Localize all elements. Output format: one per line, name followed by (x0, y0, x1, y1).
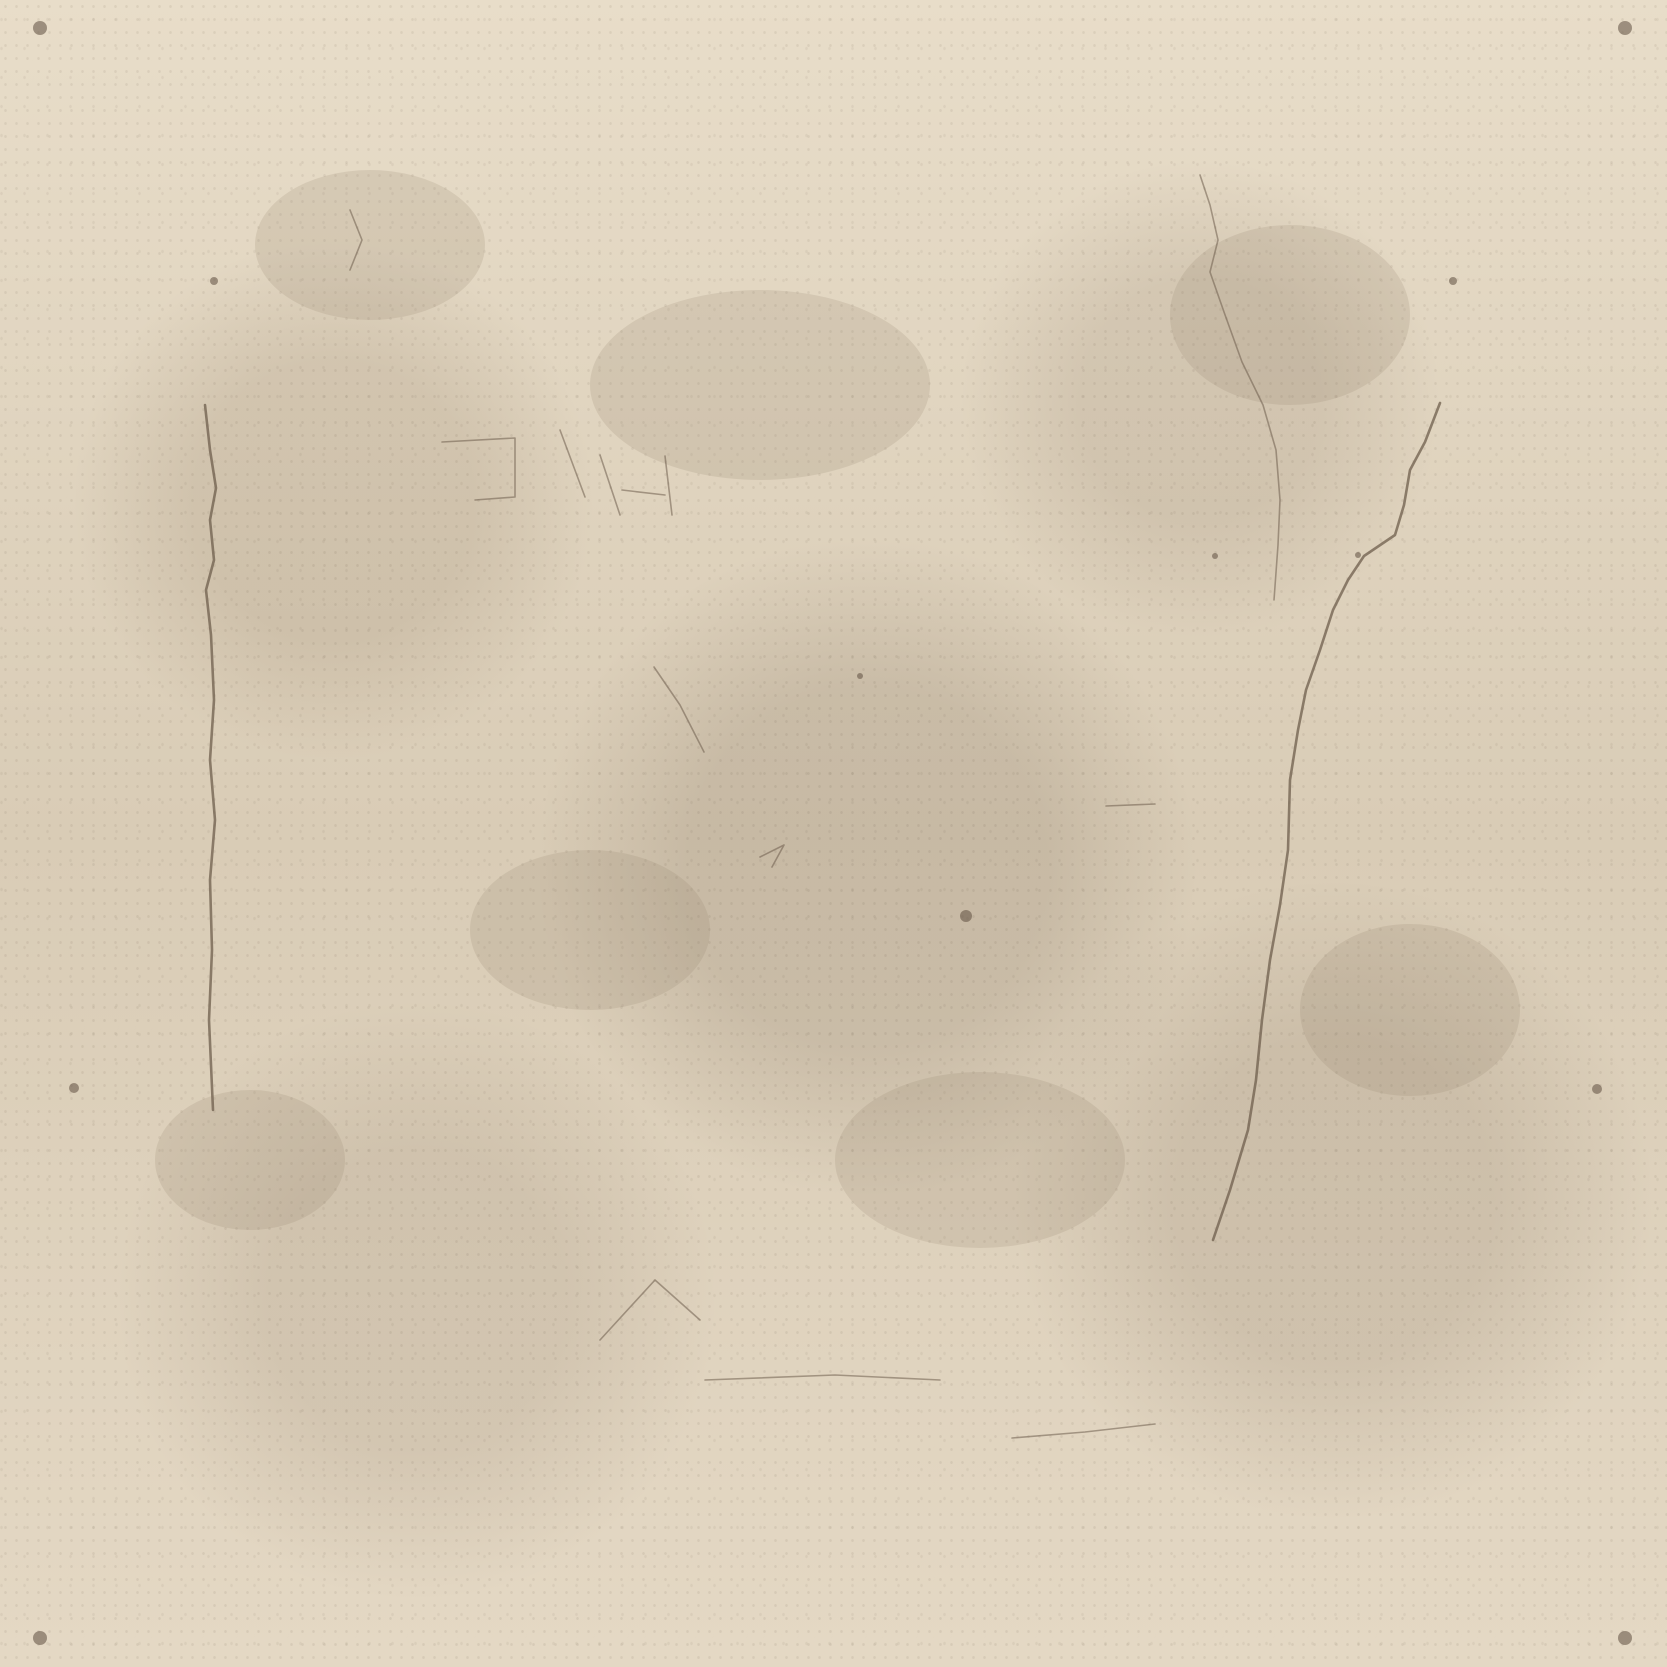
carved-mark (600, 1280, 700, 1340)
pit (33, 1631, 47, 1645)
scratch-line (654, 667, 704, 752)
crack-line (1213, 403, 1440, 1240)
pit (33, 21, 47, 35)
crack-line (205, 405, 216, 1110)
pit (857, 673, 863, 679)
pit (1592, 1084, 1602, 1094)
scratch-line (1012, 1424, 1155, 1438)
stain-patch (590, 290, 930, 480)
pit (1355, 552, 1361, 558)
stain-patch (470, 850, 710, 1010)
stain-patch (835, 1072, 1125, 1248)
pit (69, 1083, 79, 1093)
pit (960, 910, 972, 922)
carved-mark (600, 455, 672, 515)
carved-mark (760, 845, 784, 867)
stain-patch (255, 170, 485, 320)
stain-patch (1170, 225, 1410, 405)
pit (1212, 553, 1218, 559)
pit (1449, 277, 1457, 285)
stain-patch (1300, 924, 1520, 1096)
stain-patch (155, 1090, 345, 1230)
carved-mark (560, 430, 585, 497)
scratch-line (705, 1375, 940, 1380)
pit (1618, 21, 1632, 35)
carved-mark (442, 438, 515, 500)
scratch-line (1106, 804, 1155, 806)
pit (210, 277, 218, 285)
pit (1618, 1631, 1632, 1645)
